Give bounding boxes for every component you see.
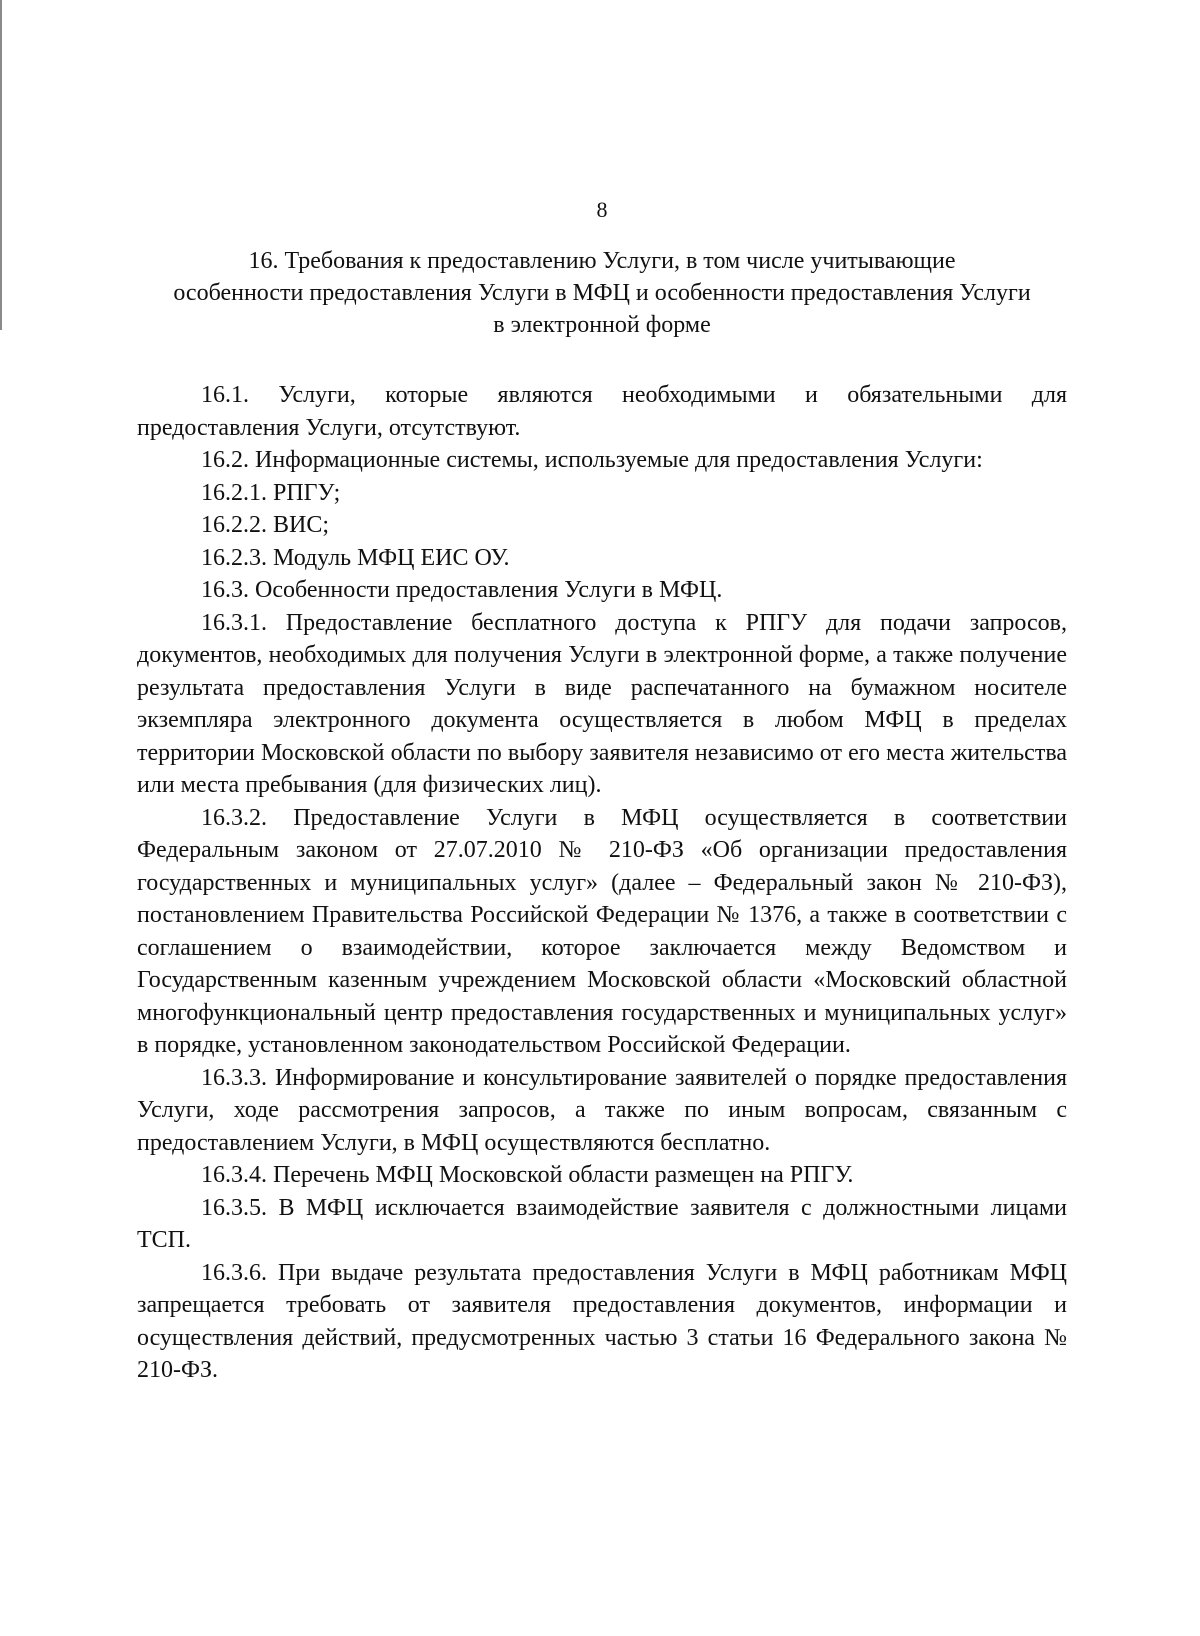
document-page <box>137 195 1067 1387</box>
heading-line-3: в электронной форме <box>493 312 711 338</box>
page-number: 8 <box>596 197 608 222</box>
paragraph-16-3-3: 16.3.3. Информирование и консультирование заявителей о порядке предоставления Услуги, ходе рассмотрения запросов, а также по иным вопросам, связанным с предоставлением Услуги, в МФЦ осуществляются бесплатно. <box>137 1064 1067 1156</box>
heading-line-1: 16. Требования к предоставлению Услуги, в том числе учитывающие <box>248 248 956 274</box>
paragraph-16-3-2: 16.3.2. Предоставление Услуги в МФЦ осуществляется в соответствии Федеральным законом от 27.07.2010 № 210-ФЗ «Об организации предоставления государственных и муниципальных услуг» (далее – Федеральный закон № 210-ФЗ), постановлением Правительства Российской Федерации № 1376, а также в соответствии с соглашением о взаимодействии, которое заключается между Ведомством и Государственным казенным учреждением Московской области «Московский областной многофункциональный центр предоставления государственных и муниципальных услуг» в порядке, установленном законодательством Российской Федерации. <box>137 804 1067 1058</box>
paragraph-16-3: 16.3. Особенности предоставления Услуги в МФЦ. <box>201 577 723 603</box>
paragraph-16-2-3: 16.2.3. Модуль МФЦ ЕИС ОУ. <box>201 544 510 571</box>
paragraph-16-3-5: 16.3.5. В МФЦ исключается взаимодействие заявителя с должностными лицами ТСП. <box>137 1194 1067 1253</box>
paragraph-16-3-1: 16.3.1. Предоставление бесплатного доступа к РПГУ для подачи запросов, документов, необходимых для получения Услуги в электронной форме, а также получение результата предоставления Услуги в виде распечатанного на бумажном носителе экземпляра электронного документа осуществляется в любом МФЦ в пределах территории Московской области по выбору заявителя независимо от его места жительства или места пребывания (для физических лиц). <box>137 609 1067 798</box>
paragraph-16-3-4: 16.3.4. Перечень МФЦ Московской области размещен на РПГУ. <box>201 1162 854 1188</box>
paragraph-16-2-1: 16.2.1. РПГУ; <box>201 479 341 506</box>
paragraph-16-2: 16.2. Информационные системы, используемые для предоставления Услуги: <box>201 447 983 473</box>
heading-line-2: особенности предоставления Услуги в МФЦ и особенности предоставления Услуги <box>173 280 1031 306</box>
scan-edge-line <box>0 0 2 330</box>
paragraph-16-3-6: 16.3.6. При выдаче результата предоставления Услуги в МФЦ работникам МФЦ запрещается требовать от заявителя предоставления документов, информации и осуществления действий, предусмотренных частью 3 статьи 16 Федерального закона № 210-ФЗ. <box>137 1259 1067 1383</box>
section-heading <box>137 245 1067 341</box>
paragraph-16-1: 16.1. Услуги, которые являются необходимыми и обязательными для предоставления Услуги, отсутствуют. <box>137 382 1067 441</box>
paragraph-16-2-2: 16.2.2. ВИС; <box>201 512 330 538</box>
